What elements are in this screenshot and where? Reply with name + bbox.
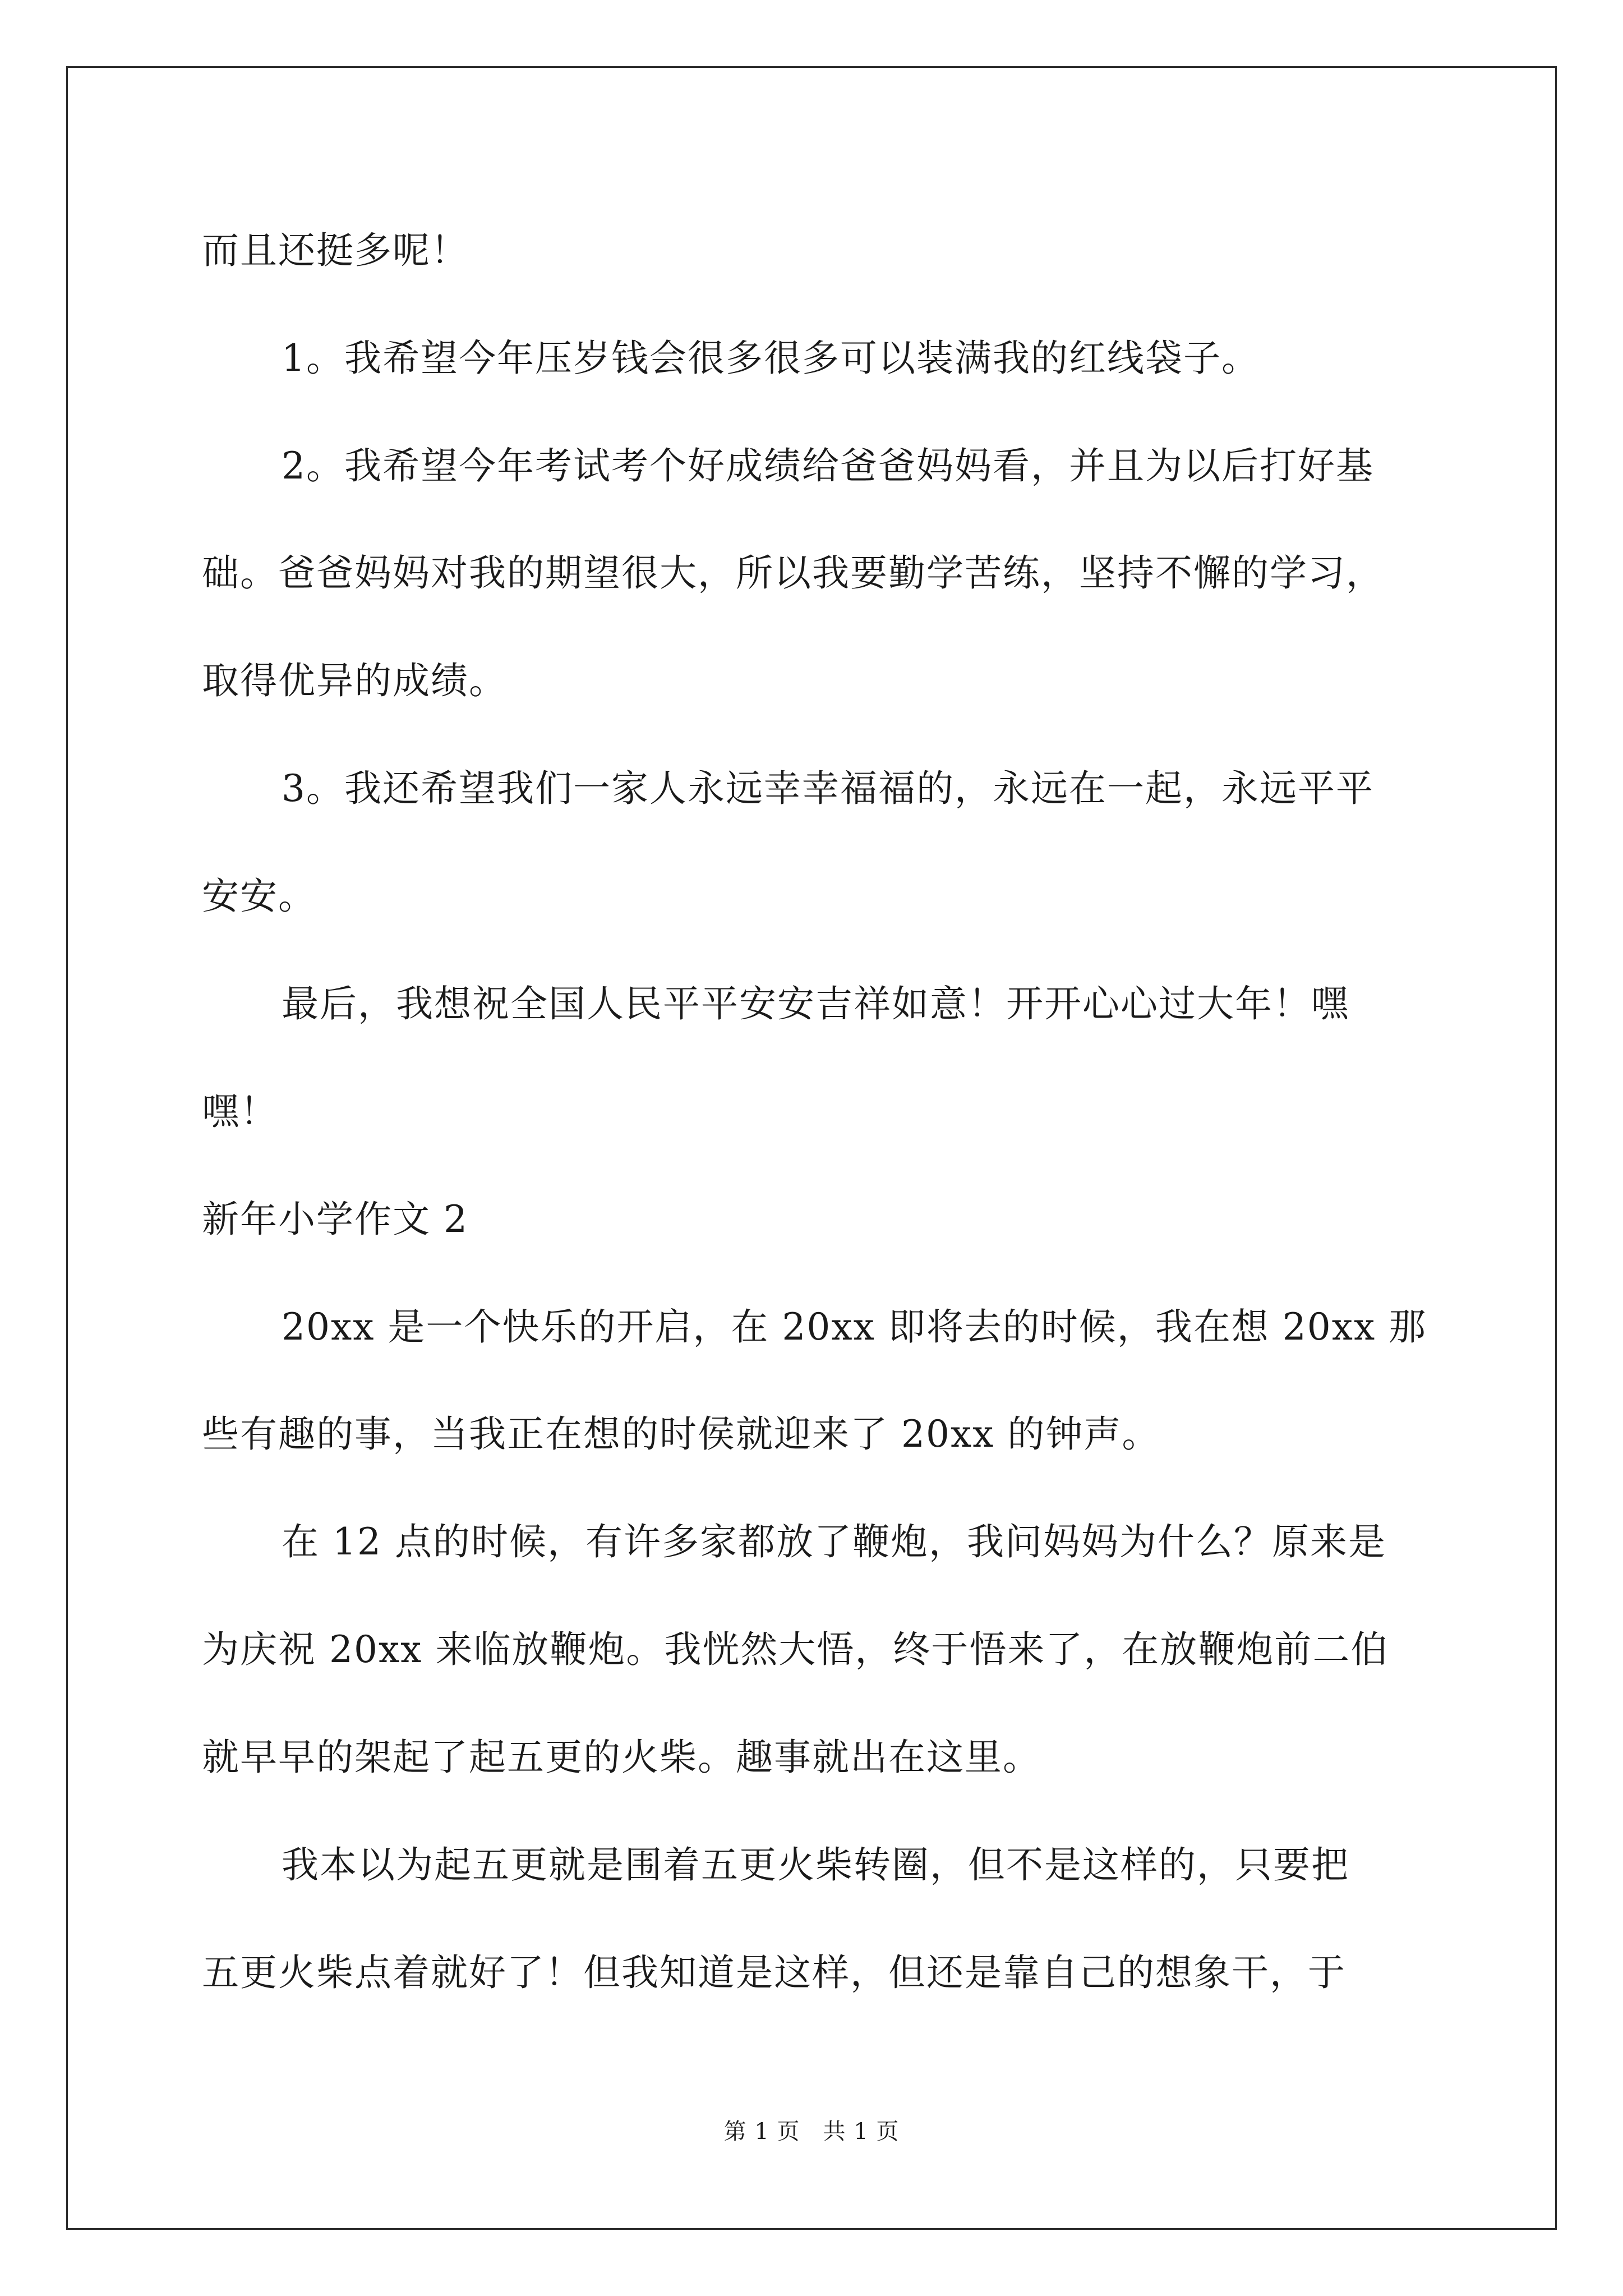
text-line: 五更火柴点着就好了！但我知道是这样，但还是靠自己的想象干，于 xyxy=(202,1951,1346,1994)
list-item: 1。我希望今年压岁钱会很多很多可以装满我的红线袋子。 xyxy=(282,337,1260,380)
paragraph-line: 在 12 点的时候，有许多家都放了鞭炮，我问妈妈为什么？原来是 xyxy=(282,1520,1386,1563)
paragraph-line: 最后，我想祝全国人民平平安安吉祥如意！开开心心过大年！嘿 xyxy=(282,982,1349,1025)
page-footer: 第 1 页 共 1 页 xyxy=(723,2119,900,2145)
text-line: 取得优异的成绩。 xyxy=(202,659,507,702)
text-line: 就早早的架起了起五更的火柴。趣事就出在这里。 xyxy=(202,1736,1041,1779)
text-line: 而且还挺多呢！ xyxy=(202,229,469,272)
text-line: 础。爸爸妈妈对我的期望很大，所以我要勤学苦练，坚持不懈的学习， xyxy=(202,551,1384,595)
paragraph-line: 20xx 是一个快乐的开启，在 20xx 即将去的时候，我在想 20xx 那 xyxy=(282,1305,1427,1349)
text-line: 安安。 xyxy=(202,875,316,918)
paragraph-line: 我本以为起五更就是围着五更火柴转圈，但不是这样的，只要把 xyxy=(282,1843,1349,1887)
list-item: 2。我希望今年考试考个好成绩给爸爸妈妈看，并且为以后打好基 xyxy=(282,444,1374,487)
page-border xyxy=(66,66,1557,2230)
list-item: 3。我还希望我们一家人永远幸幸福福的，永远在一起，永远平平 xyxy=(282,767,1374,810)
text-line: 为庆祝 20xx 来临放鞭炮。我恍然大悟，终于悟来了，在放鞭炮前二伯 xyxy=(202,1628,1389,1671)
text-line: 嘿！ xyxy=(202,1090,278,1133)
text-line: 些有趣的事，当我正在想的时侯就迎来了 20xx 的钟声。 xyxy=(202,1412,1160,1456)
section-heading: 新年小学作文 2 xyxy=(202,1198,468,1241)
